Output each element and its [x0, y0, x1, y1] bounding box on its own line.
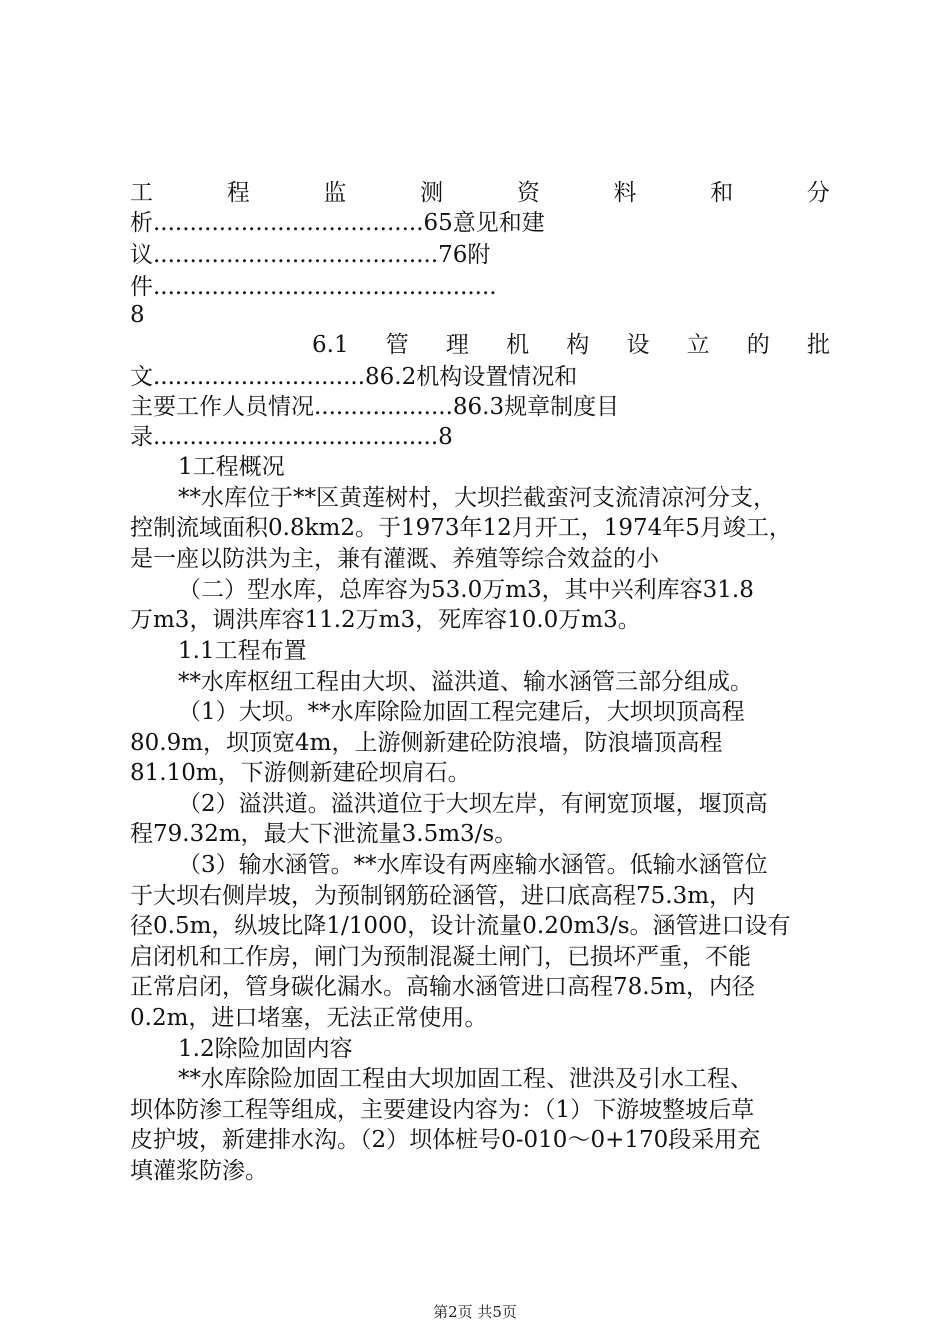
body-line: 是一座以防洪为主，兼有灌溉、养殖等综合效益的小: [130, 546, 659, 572]
toc-line-8: 主要工作人员情况...................86.3规章制度目: [130, 394, 620, 420]
body-line: 填灌浆防渗。: [130, 1158, 268, 1184]
body-line: 0.2m，进口堵塞，无法正常使用。: [130, 1005, 488, 1031]
toc-char: 构: [566, 332, 590, 358]
toc-line-4: 件...............................................: [130, 274, 497, 300]
toc-char: 分: [806, 180, 830, 206]
toc-line-6: [312, 330, 830, 360]
toc-line-5: 8: [130, 302, 145, 328]
body-line: **水库除险加固工程由大坝加固工程、泄洪及引水工程、: [178, 1066, 753, 1092]
heading-1-2: 1.2除险加固内容: [178, 1036, 353, 1062]
toc-char: 程: [226, 180, 250, 206]
toc-char: 和: [710, 180, 734, 206]
toc-line-9: 录.......................................8: [130, 424, 453, 450]
body-line: 81.10m，下游侧新建砼坝肩石。: [130, 760, 471, 786]
body-line: （2）溢洪道。溢洪道位于大坝左岸，有闸宽顶堰，堰顶高: [178, 791, 768, 817]
body-line: （3）输水涵管。**水库设有两座输水涵管。低输水涵管位: [178, 852, 768, 878]
body-line: （1）大坝。**水库除险加固工程完建后，大坝坝顶高程: [178, 699, 745, 725]
toc-char: 设: [626, 332, 650, 358]
body-line: 万m3，调洪库容11.2万m3，死库容10.0万m3。: [130, 607, 641, 633]
toc-char: 资: [516, 180, 540, 206]
toc-char: 的: [746, 332, 770, 358]
body-line: 坝体防渗工程等组成，主要建设内容为：（1）下游坡整坡后草: [130, 1097, 755, 1123]
heading-1: 1工程概况: [178, 454, 285, 480]
toc-char: 6.1: [312, 332, 349, 358]
body-line: 径0.5m，纵坡比降1/1000，设计流量0.20m3/s。涵管进口设有: [130, 913, 791, 939]
body-line: 正常启闭，管身碳化漏水。高输水涵管进口高程78.5m，内径: [130, 974, 756, 1000]
toc-char: 机: [506, 332, 530, 358]
toc-char: 工: [130, 180, 153, 206]
heading-1-1: 1.1工程布置: [178, 638, 307, 664]
toc-char: 料: [613, 180, 637, 206]
body-line: **水库位于**区黄莲树村，大坝拦截蛮河支流清凉河分支，: [178, 485, 776, 511]
toc-char: 测: [420, 180, 444, 206]
toc-char: 监: [323, 180, 347, 206]
body-line: 启闭机和工作房，闸门为预制混凝土闸门，已损坏严重，不能: [130, 944, 751, 970]
toc-char: 批: [806, 332, 830, 358]
body-line: 80.9m，坝顶宽4m，上游侧新建砼防浪墙，防浪墙顶高程: [130, 730, 723, 756]
page-footer: 第2页 共5页: [433, 1303, 517, 1321]
toc-line-3: 议.......................................76附: [130, 242, 491, 268]
body-line: 控制流域面积0.8km2。于1973年12月开工，1974年5月竣工，: [130, 515, 792, 541]
toc-line-1: [130, 178, 830, 208]
body-line: **水库枢纽工程由大坝、溢洪道、输水涵管三部分组成。: [178, 669, 753, 695]
toc-line-2: 析.....................................65意见和建: [130, 210, 545, 236]
body-line: （二）型水库，总库容为53.0万m3，其中兴利库容31.8: [178, 577, 754, 603]
body-line: 于大坝右侧岸坡，为预制钢筋砼涵管，进口底高程75.3m，内: [130, 883, 756, 909]
toc-char: 管: [385, 332, 409, 358]
toc-char: 理: [445, 332, 469, 358]
toc-char: 立: [686, 332, 710, 358]
body-line: 程79.32m，最大下泄流量3.5m3/s。: [130, 821, 518, 847]
toc-line-7: 文.............................86.2机构设置情况和: [130, 364, 578, 390]
body-line: 皮护坡，新建排水沟。（2）坝体桩号0-010～0+170段采用充: [130, 1127, 761, 1153]
